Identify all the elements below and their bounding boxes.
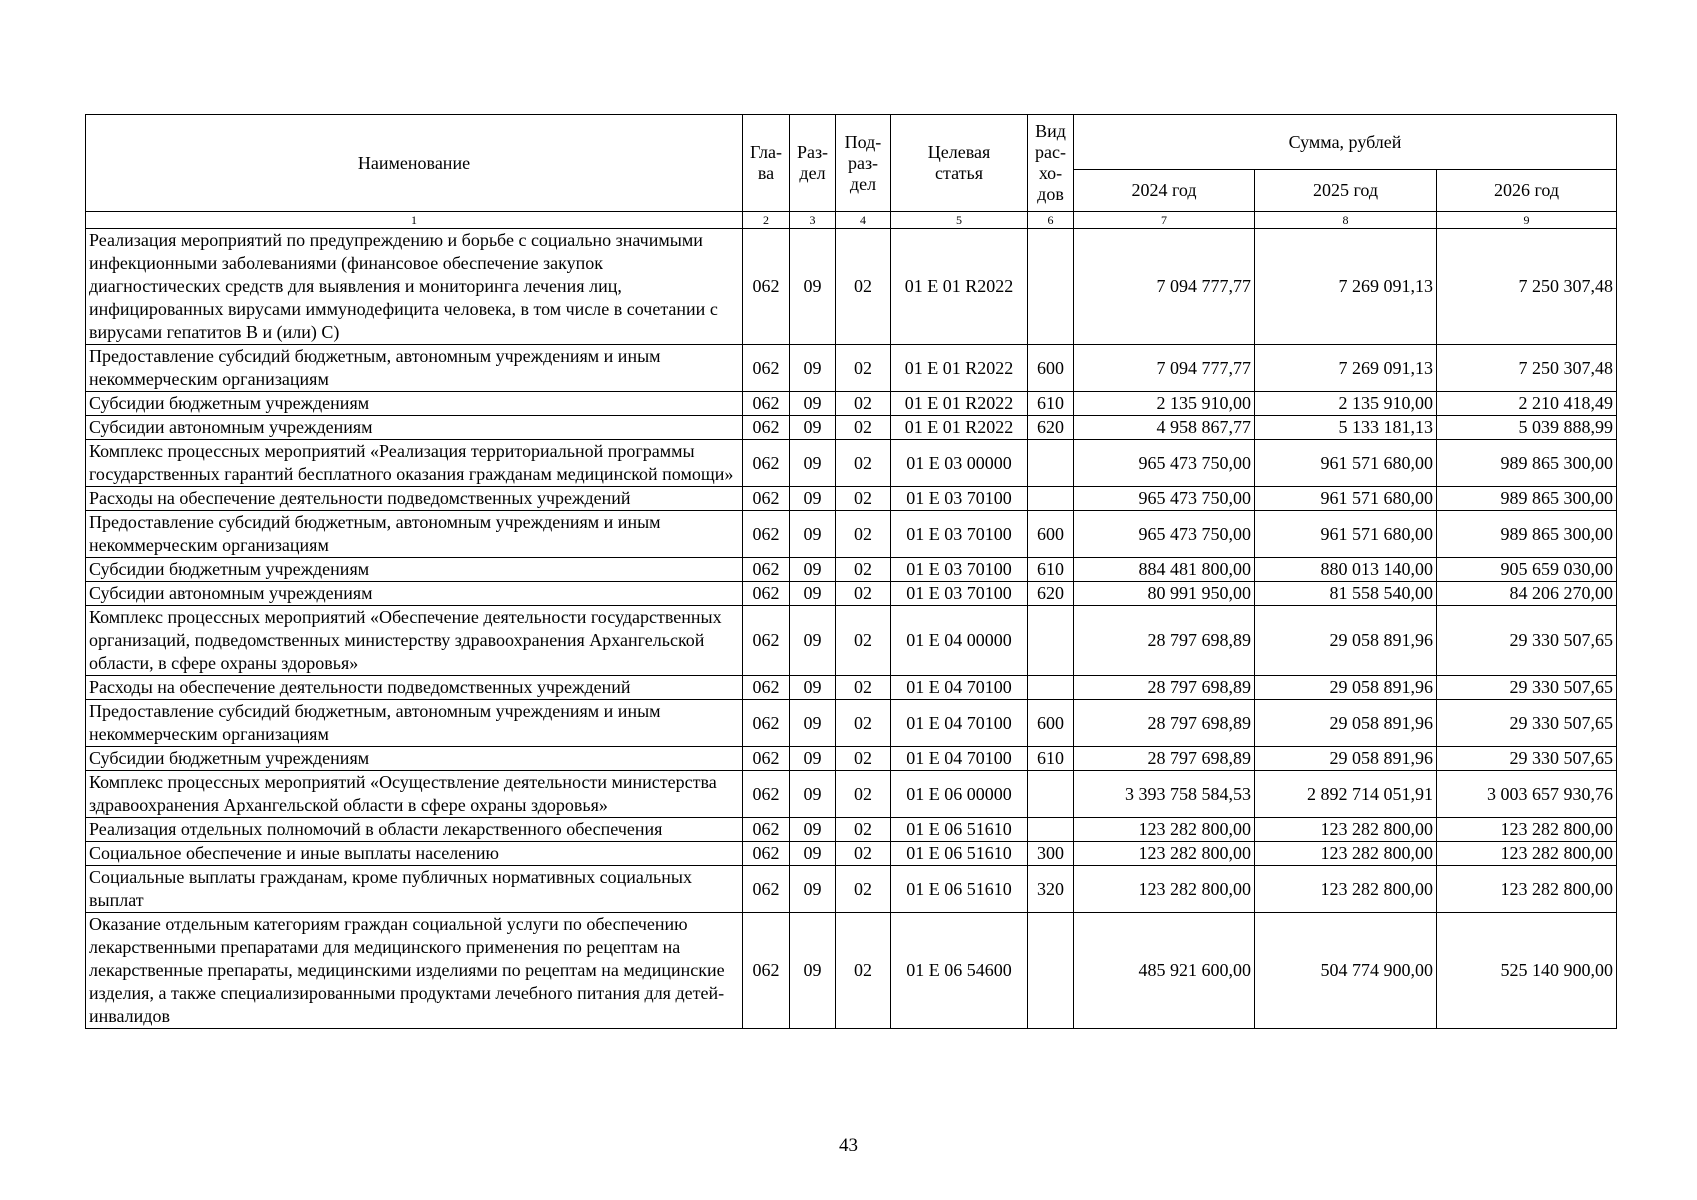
column-number: 4	[836, 212, 891, 229]
column-number: 9	[1437, 212, 1617, 229]
row-target-cell: 01 Е 03 70100	[891, 558, 1028, 582]
row-target-cell: 01 Е 04 70100	[891, 747, 1028, 771]
header-glava: Гла- ва	[743, 115, 790, 212]
row-amount-2025: 504 774 900,00	[1255, 913, 1437, 1029]
row-glava-cell: 062	[743, 440, 790, 487]
row-podrazdel-cell: 02	[836, 700, 891, 747]
row-podrazdel-cell: 02	[836, 747, 891, 771]
row-podrazdel-cell: 02	[836, 416, 891, 440]
row-podrazdel-cell: 02	[836, 842, 891, 866]
row-amount-2024: 28 797 698,89	[1074, 606, 1255, 676]
row-amount-2026: 29 330 507,65	[1437, 747, 1617, 771]
row-glava-cell: 062	[743, 392, 790, 416]
row-vid-cell	[1028, 676, 1074, 700]
row-amount-2025: 123 282 800,00	[1255, 818, 1437, 842]
row-target-cell: 01 Е 06 00000	[891, 771, 1028, 818]
row-amount-2026: 84 206 270,00	[1437, 582, 1617, 606]
row-amount-2024: 123 282 800,00	[1074, 818, 1255, 842]
row-podrazdel-cell: 02	[836, 582, 891, 606]
table-row	[86, 558, 1617, 582]
row-glava-cell: 062	[743, 700, 790, 747]
row-amount-2024: 965 473 750,00	[1074, 440, 1255, 487]
row-glava-cell: 062	[743, 511, 790, 558]
header-year-2024: 2024 год	[1074, 170, 1255, 212]
table-row	[86, 392, 1617, 416]
row-vid-cell: 600	[1028, 511, 1074, 558]
row-name-cell: Субсидии бюджетным учреждениям	[86, 558, 743, 582]
row-amount-2026: 29 330 507,65	[1437, 606, 1617, 676]
row-podrazdel-cell: 02	[836, 229, 891, 345]
row-amount-2026: 7 250 307,48	[1437, 229, 1617, 345]
row-name-cell: Социальные выплаты гражданам, кроме публичных нормативных социальных выплат	[86, 866, 743, 913]
header-podrazdel: Под- раз- дел	[836, 115, 891, 212]
row-vid-cell: 300	[1028, 842, 1074, 866]
row-target-cell: 01 Е 03 70100	[891, 582, 1028, 606]
row-target-cell: 01 Е 03 00000	[891, 440, 1028, 487]
column-number: 6	[1028, 212, 1074, 229]
header-name: Наименование	[86, 115, 743, 212]
column-number-row	[86, 212, 1617, 229]
row-name-cell: Предоставление субсидий бюджетным, автономным учреждениям и иным некоммерческим организациям	[86, 345, 743, 392]
column-number: 8	[1255, 212, 1437, 229]
row-podrazdel-cell: 02	[836, 440, 891, 487]
row-vid-cell	[1028, 440, 1074, 487]
table-row	[86, 818, 1617, 842]
row-podrazdel-cell: 02	[836, 818, 891, 842]
row-name-cell: Субсидии бюджетным учреждениям	[86, 747, 743, 771]
row-amount-2024: 28 797 698,89	[1074, 747, 1255, 771]
row-target-cell: 01 Е 01 R2022	[891, 345, 1028, 392]
row-amount-2025: 29 058 891,96	[1255, 676, 1437, 700]
row-glava-cell: 062	[743, 606, 790, 676]
row-target-cell: 01 Е 06 51610	[891, 818, 1028, 842]
budget-table	[85, 114, 1617, 1029]
row-amount-2025: 5 133 181,13	[1255, 416, 1437, 440]
row-vid-cell: 320	[1028, 866, 1074, 913]
row-vid-cell: 620	[1028, 416, 1074, 440]
row-target-cell: 01 Е 01 R2022	[891, 416, 1028, 440]
header-summa: Сумма, рублей	[1074, 115, 1617, 170]
row-glava-cell: 062	[743, 676, 790, 700]
row-vid-cell: 610	[1028, 392, 1074, 416]
table-row	[86, 866, 1617, 913]
row-amount-2024: 4 958 867,77	[1074, 416, 1255, 440]
header-razdel: Раз- дел	[790, 115, 836, 212]
row-podrazdel-cell: 02	[836, 392, 891, 416]
row-glava-cell: 062	[743, 771, 790, 818]
row-amount-2025: 29 058 891,96	[1255, 606, 1437, 676]
table-row	[86, 913, 1617, 1029]
row-vid-cell: 610	[1028, 558, 1074, 582]
row-amount-2026: 905 659 030,00	[1437, 558, 1617, 582]
row-amount-2026: 123 282 800,00	[1437, 842, 1617, 866]
row-name-cell: Субсидии автономным учреждениям	[86, 582, 743, 606]
row-amount-2026: 29 330 507,65	[1437, 700, 1617, 747]
row-target-cell: 01 Е 03 70100	[891, 511, 1028, 558]
row-amount-2025: 2 135 910,00	[1255, 392, 1437, 416]
row-glava-cell: 062	[743, 582, 790, 606]
row-amount-2025: 123 282 800,00	[1255, 842, 1437, 866]
row-amount-2024: 485 921 600,00	[1074, 913, 1255, 1029]
row-razdel-cell: 09	[790, 440, 836, 487]
row-name-cell: Реализация отдельных полномочий в области лекарственного обеспечения	[86, 818, 743, 842]
row-amount-2024: 7 094 777,77	[1074, 345, 1255, 392]
row-glava-cell: 062	[743, 913, 790, 1029]
row-target-cell: 01 Е 06 54600	[891, 913, 1028, 1029]
row-razdel-cell: 09	[790, 913, 836, 1029]
column-number: 3	[790, 212, 836, 229]
row-target-cell: 01 Е 04 70100	[891, 676, 1028, 700]
row-amount-2026: 989 865 300,00	[1437, 511, 1617, 558]
table-row	[86, 229, 1617, 345]
row-razdel-cell: 09	[790, 606, 836, 676]
row-razdel-cell: 09	[790, 487, 836, 511]
row-amount-2026: 29 330 507,65	[1437, 676, 1617, 700]
row-name-cell: Комплекс процессных мероприятий «Обеспечение деятельности государственных организаций, подведомственных министерству здравоохранения Архангельской области, в сфере охраны здоровья»	[86, 606, 743, 676]
column-number: 1	[86, 212, 743, 229]
row-name-cell: Комплекс процессных мероприятий «Осуществление деятельности министерства здравоохранения Архангельской области в сфере охраны здоровья»	[86, 771, 743, 818]
row-target-cell: 01 Е 06 51610	[891, 866, 1028, 913]
row-podrazdel-cell: 02	[836, 913, 891, 1029]
row-amount-2025: 2 892 714 051,91	[1255, 771, 1437, 818]
row-name-cell: Предоставление субсидий бюджетным, автономным учреждениям и иным некоммерческим организациям	[86, 511, 743, 558]
row-amount-2024: 2 135 910,00	[1074, 392, 1255, 416]
row-target-cell: 01 Е 04 00000	[891, 606, 1028, 676]
row-amount-2024: 884 481 800,00	[1074, 558, 1255, 582]
row-razdel-cell: 09	[790, 582, 836, 606]
row-vid-cell	[1028, 818, 1074, 842]
row-vid-cell	[1028, 913, 1074, 1029]
row-podrazdel-cell: 02	[836, 487, 891, 511]
row-amount-2024: 123 282 800,00	[1074, 842, 1255, 866]
row-amount-2025: 29 058 891,96	[1255, 747, 1437, 771]
row-razdel-cell: 09	[790, 676, 836, 700]
row-amount-2026: 7 250 307,48	[1437, 345, 1617, 392]
header-vid: Вид рас- хо- дов	[1028, 115, 1074, 212]
row-amount-2024: 28 797 698,89	[1074, 700, 1255, 747]
table-row	[86, 582, 1617, 606]
row-razdel-cell: 09	[790, 392, 836, 416]
table-row	[86, 771, 1617, 818]
row-vid-cell	[1028, 606, 1074, 676]
row-podrazdel-cell: 02	[836, 676, 891, 700]
row-amount-2025: 961 571 680,00	[1255, 487, 1437, 511]
row-vid-cell	[1028, 771, 1074, 818]
row-amount-2024: 7 094 777,77	[1074, 229, 1255, 345]
row-glava-cell: 062	[743, 747, 790, 771]
row-target-cell: 01 Е 01 R2022	[891, 229, 1028, 345]
row-amount-2026: 123 282 800,00	[1437, 866, 1617, 913]
table-row	[86, 487, 1617, 511]
table-row	[86, 511, 1617, 558]
row-amount-2026: 5 039 888,99	[1437, 416, 1617, 440]
row-name-cell: Субсидии автономным учреждениям	[86, 416, 743, 440]
column-number: 5	[891, 212, 1028, 229]
row-razdel-cell: 09	[790, 345, 836, 392]
row-name-cell: Предоставление субсидий бюджетным, автономным учреждениям и иным некоммерческим организациям	[86, 700, 743, 747]
table-row	[86, 345, 1617, 392]
row-amount-2026: 2 210 418,49	[1437, 392, 1617, 416]
row-razdel-cell: 09	[790, 866, 836, 913]
row-amount-2025: 7 269 091,13	[1255, 229, 1437, 345]
row-glava-cell: 062	[743, 558, 790, 582]
row-razdel-cell: 09	[790, 747, 836, 771]
row-razdel-cell: 09	[790, 842, 836, 866]
row-glava-cell: 062	[743, 866, 790, 913]
row-glava-cell: 062	[743, 842, 790, 866]
row-podrazdel-cell: 02	[836, 866, 891, 913]
row-amount-2024: 80 991 950,00	[1074, 582, 1255, 606]
row-target-cell: 01 Е 03 70100	[891, 487, 1028, 511]
row-name-cell: Социальное обеспечение и иные выплаты населению	[86, 842, 743, 866]
table-body	[86, 229, 1617, 1029]
row-glava-cell: 062	[743, 416, 790, 440]
row-name-cell: Расходы на обеспечение деятельности подведомственных учреждений	[86, 487, 743, 511]
row-name-cell: Оказание отдельным категориям граждан социальной услуги по обеспечению лекарственными препаратами для медицинского применения по рецептам на лекарственные препараты, медицинскими изделиями по рецептам на медицинские изделия, а также специализированными продуктами лечебного питания для детей-инвалидов	[86, 913, 743, 1029]
row-amount-2024: 123 282 800,00	[1074, 866, 1255, 913]
row-podrazdel-cell: 02	[836, 345, 891, 392]
row-podrazdel-cell: 02	[836, 511, 891, 558]
table-row	[86, 747, 1617, 771]
row-razdel-cell: 09	[790, 700, 836, 747]
row-amount-2025: 7 269 091,13	[1255, 345, 1437, 392]
row-amount-2025: 123 282 800,00	[1255, 866, 1437, 913]
table-row	[86, 676, 1617, 700]
row-podrazdel-cell: 02	[836, 606, 891, 676]
column-number: 7	[1074, 212, 1255, 229]
row-glava-cell: 062	[743, 487, 790, 511]
row-amount-2026: 123 282 800,00	[1437, 818, 1617, 842]
header-year-2025: 2025 год	[1255, 170, 1437, 212]
row-target-cell: 01 Е 04 70100	[891, 700, 1028, 747]
row-name-cell: Субсидии бюджетным учреждениям	[86, 392, 743, 416]
row-amount-2024: 965 473 750,00	[1074, 511, 1255, 558]
row-vid-cell: 610	[1028, 747, 1074, 771]
table-row	[86, 606, 1617, 676]
row-name-cell: Реализация мероприятий по предупреждению и борьбе с социально значимыми инфекционными заболеваниями (финансовое обеспечение закупок диагностических средств для выявления и мониторинга лечения лиц, инфицированных вирусами иммунодефицита человека, в том числе в сочетании с вирусами гепатитов В и (или) С)	[86, 229, 743, 345]
row-amount-2024: 965 473 750,00	[1074, 487, 1255, 511]
row-amount-2026: 989 865 300,00	[1437, 487, 1617, 511]
row-podrazdel-cell: 02	[836, 558, 891, 582]
table-row	[86, 440, 1617, 487]
header-tselevaya: Целевая статья	[891, 115, 1028, 212]
row-razdel-cell: 09	[790, 818, 836, 842]
row-amount-2024: 28 797 698,89	[1074, 676, 1255, 700]
row-glava-cell: 062	[743, 345, 790, 392]
row-amount-2025: 29 058 891,96	[1255, 700, 1437, 747]
row-target-cell: 01 Е 01 R2022	[891, 392, 1028, 416]
row-vid-cell: 600	[1028, 345, 1074, 392]
row-vid-cell: 600	[1028, 700, 1074, 747]
row-amount-2025: 961 571 680,00	[1255, 440, 1437, 487]
header-year-2026: 2026 год	[1437, 170, 1617, 212]
row-amount-2024: 3 393 758 584,53	[1074, 771, 1255, 818]
row-razdel-cell: 09	[790, 558, 836, 582]
row-vid-cell	[1028, 229, 1074, 345]
row-amount-2025: 880 013 140,00	[1255, 558, 1437, 582]
row-name-cell: Комплекс процессных мероприятий «Реализация территориальной программы государственных гарантий бесплатного оказания гражданам медицинской помощи»	[86, 440, 743, 487]
row-amount-2026: 989 865 300,00	[1437, 440, 1617, 487]
row-razdel-cell: 09	[790, 511, 836, 558]
row-glava-cell: 062	[743, 229, 790, 345]
row-amount-2026: 525 140 900,00	[1437, 913, 1617, 1029]
row-podrazdel-cell: 02	[836, 771, 891, 818]
row-target-cell: 01 Е 06 51610	[891, 842, 1028, 866]
row-amount-2025: 961 571 680,00	[1255, 511, 1437, 558]
page-number: 43	[839, 1135, 858, 1156]
table-row	[86, 842, 1617, 866]
row-vid-cell: 620	[1028, 582, 1074, 606]
row-razdel-cell: 09	[790, 771, 836, 818]
row-razdel-cell: 09	[790, 416, 836, 440]
table-row	[86, 416, 1617, 440]
row-glava-cell: 062	[743, 818, 790, 842]
row-razdel-cell: 09	[790, 229, 836, 345]
table-row	[86, 700, 1617, 747]
row-name-cell: Расходы на обеспечение деятельности подведомственных учреждений	[86, 676, 743, 700]
row-vid-cell	[1028, 487, 1074, 511]
row-amount-2025: 81 558 540,00	[1255, 582, 1437, 606]
column-number: 2	[743, 212, 790, 229]
row-amount-2026: 3 003 657 930,76	[1437, 771, 1617, 818]
